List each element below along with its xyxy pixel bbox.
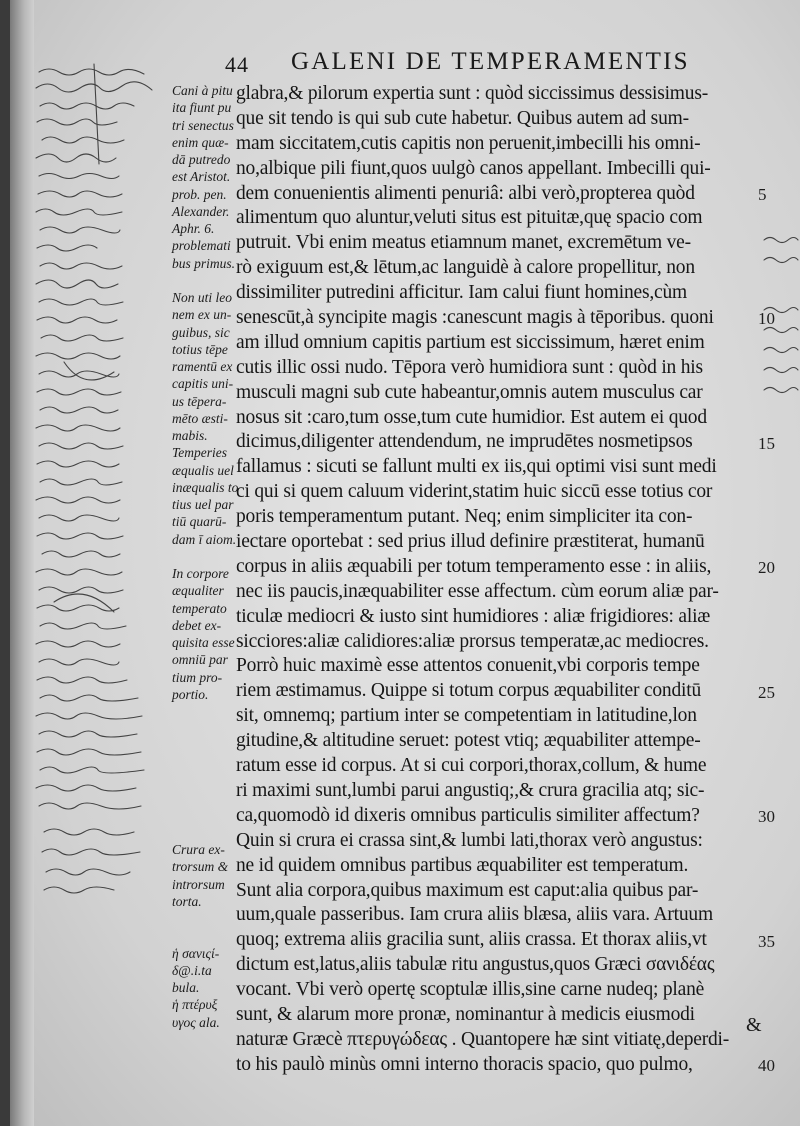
side-note-line: ἡ σανιςί- [172,945,220,961]
side-note-line: trorsum & [172,859,229,875]
side-note-line: Aphr. 6. [172,221,215,236]
text-line: sit, omnemq; partium inter se competentiam in latitudine,lon [236,705,697,727]
main-text-column [236,82,771,1078]
text-line: nosus sit :caro,tum osse,tum cute humidior. Est autem ei quod [236,406,707,428]
handwritten-marginalia [34,62,174,902]
side-note-line: nem ex un- [172,307,232,323]
side-note-line: introrsum [172,876,225,892]
side-note-line: ramentū ex [172,359,233,374]
marginalia-scribbles [34,62,174,902]
text-line: dissimiliter putredini afficitur. Iam calui fiunt homines,cùm [236,282,688,304]
side-note-line: In corpore [172,566,229,581]
side-note-line: δ@.i.ta [172,962,212,978]
text-line: alimentum quo aluntur,veluti situs est pituitæ,quę spacio com [236,207,703,229]
side-note-line: mabis. [172,428,208,443]
text-line: quoq; extrema aliis gracilia sunt, aliis crassa. Et thorax aliis,vt [236,929,707,951]
side-note-line: quisita esse [172,635,235,650]
side-note-line: Alexander. [172,203,230,219]
side-note-line: prob. pen. [172,186,227,202]
side-note-line: dā putredo [172,152,231,167]
side-note-line: capitis uni- [172,376,234,392]
side-note-line: bula. [172,980,200,995]
side-note-line: us tēpera- [172,393,227,409]
text-line: ticulæ mediocri & iusto sint humidiores : aliæ frigidiores: aliæ [236,605,711,627]
running-title: GALENI DE TEMPERAMENTIS [291,48,690,75]
text-line: ca,quomodò id dixeris omnibus particulis similiter affectum? [236,804,700,826]
line-number: 10 [758,309,775,329]
text-line: Quin si crura ei crassa sint,& lumbi lati,thorax verò angustus: [236,829,703,851]
text-line: rò exiguum est,& lētum,ac languidè à calore propellitur, non [236,257,695,279]
side-note-line: problemati [172,238,231,254]
text-line: musculi magni sub cute habeantur,omnis autem musculus car [236,381,703,403]
right-margin-scribbles [762,230,800,430]
side-note-line: mēto æsti- [172,410,228,426]
text-line: to his paulò minùs omni interno thoracis spacio, quo pulmo, [236,1053,693,1075]
line-number: 20 [758,558,775,578]
text-line: mam siccitatem,cutis capitis non peruenit,imbecilli his omni- [236,132,701,154]
line-number: 35 [758,931,775,951]
text-line: uum,quale passeribus. Iam crura aliis blæsa, aliis vara. Artuum [236,904,713,926]
text-line: cutis illic ossi nudo. Tēpora verò humidiora sunt : quòd in his [236,356,703,378]
text-line: riem æstimamus. Quippe si totum corpus æquabiliter conditū [236,680,702,702]
text-line: naturæ Græcè πτερυγώδεας . Quantopere hæ sint vitiatę,deperdi- [236,1028,730,1050]
side-note-line: inæqualis to [172,479,239,495]
book-page [10,0,800,1126]
folio-number: 44 [225,52,249,77]
side-note-line: omniū par [172,652,228,668]
side-note-line: torta. [172,893,202,909]
side-note-line: Crura ex- [172,842,225,857]
text-line: glabra,& pilorum expertia sunt : quòd siccissimus dessisimus- [236,83,708,104]
side-note-line: portio. [172,686,209,702]
side-note-line: æqualiter [172,583,224,599]
line-number: 25 [758,682,775,702]
side-note-line: enim quæ- [172,134,229,150]
side-note-line: est Aristot. [172,169,231,185]
line-number: 5 [758,184,767,204]
text-line: corpus in aliis æquabili per totum temperamento esse : in aliis, [236,555,712,577]
side-note-line: temperato [172,600,227,616]
text-line: senescūt,à syncipite magis :canescunt magis à tēporibus. quoni [236,307,714,329]
text-line: vocant. Vbi verò opertę scoptulæ illis,sine carne nudeq; planè [236,979,705,1001]
right-margin-handwriting [762,230,800,430]
text-line: ratum esse id corpus. At si cui corpori,thorax,collum, & hume [236,755,707,777]
side-note-line: dam ī aiom. [172,531,237,547]
text-line: dem conuenientis alimenti penuriâ: albi verò,propterea quòd [236,182,695,204]
text-line: nec iis paucis,inæquabiliter esse affectum. cùm eorum aliæ par- [236,580,719,602]
text-line: ne id quidem omnibus partibus æquabiliter est temperatum. [236,854,689,876]
side-note-line: guibus, sic [172,324,230,340]
text-line: poris temperamentum putant. Neq; enim simpliciter ita con- [236,506,693,528]
line-number: 30 [758,807,775,827]
text-line: Porrò huic maximè esse attentos conuenit,vbi corporis tempe [236,655,700,677]
side-note-line: Cani à pitu [172,83,233,98]
line-number: 40 [758,1056,775,1076]
text-line: que sit tendo is qui sub cute habetur. Quibus autem ad sum- [236,107,689,129]
text-line: Sunt alia corpora,quibus maximum est caput:alia quibus par- [236,879,699,901]
text-line: dictum est,latus,aliis tabulæ ritu angustus,quos Græci σανιδέας [236,954,715,976]
side-note-line: ita fiunt pu [172,100,232,116]
line-number: 15 [758,433,775,453]
side-note-line: æqualis uel [172,462,234,478]
page-header [225,48,745,78]
text-line: putruit. Vbi enim meatus etiamnum manet, excremētum ve- [236,232,691,254]
side-note-line: tius uel par [172,497,234,512]
page-gutter [10,0,34,1126]
side-note-line: bus primus. [172,255,236,271]
side-note-line: tiū quarū- [172,514,227,530]
catchword: & [746,1014,762,1036]
text-line: fallamus : sicuti se fallunt multi ex iis,qui optimi visi sunt medi [236,456,717,478]
text-line: no,albique pili fiunt,quos uulgò canos appellant. Imbecilli qui- [236,157,711,179]
text-line: sicciores:aliæ calidiores:aliæ prorsus temperatæ,ac mediocres. [236,630,709,652]
side-note-line: ἡ πτέρυξ [172,997,218,1013]
text-line: gitudine,& altitudine seruet: potest vtiq; æquabiliter attempe- [236,730,701,752]
text-line: iectare oportebat : sed prius illud definire præstiterat, humanū [236,531,705,553]
side-note-line: Temperies [172,445,228,461]
text-line: dicimus,diligenter attendendum, ne imprudētes nosmetipsos [236,431,693,453]
text-line: sunt, & alarum more pronæ, nominantur à medicis eiusmodi [236,1003,695,1025]
side-note-line: tium pro- [172,669,223,685]
text-line: am illud omnium capitis partium est siccissimum, hæret enim [236,331,705,353]
side-note-line: Non uti leo [172,290,232,305]
side-note-line: totius tēpe [172,341,228,357]
text-line: ri maximi sunt,lumbi parui angustiq;,& crura gracilia atq; sic- [236,779,705,801]
side-note-line: tri senectus [172,117,234,133]
side-note-line: debet ex- [172,617,222,633]
side-note-line: υγος ala. [172,1014,220,1030]
text-line: ci qui si quem caluum viderint,statim huic siccū esse totius cor [236,481,713,503]
